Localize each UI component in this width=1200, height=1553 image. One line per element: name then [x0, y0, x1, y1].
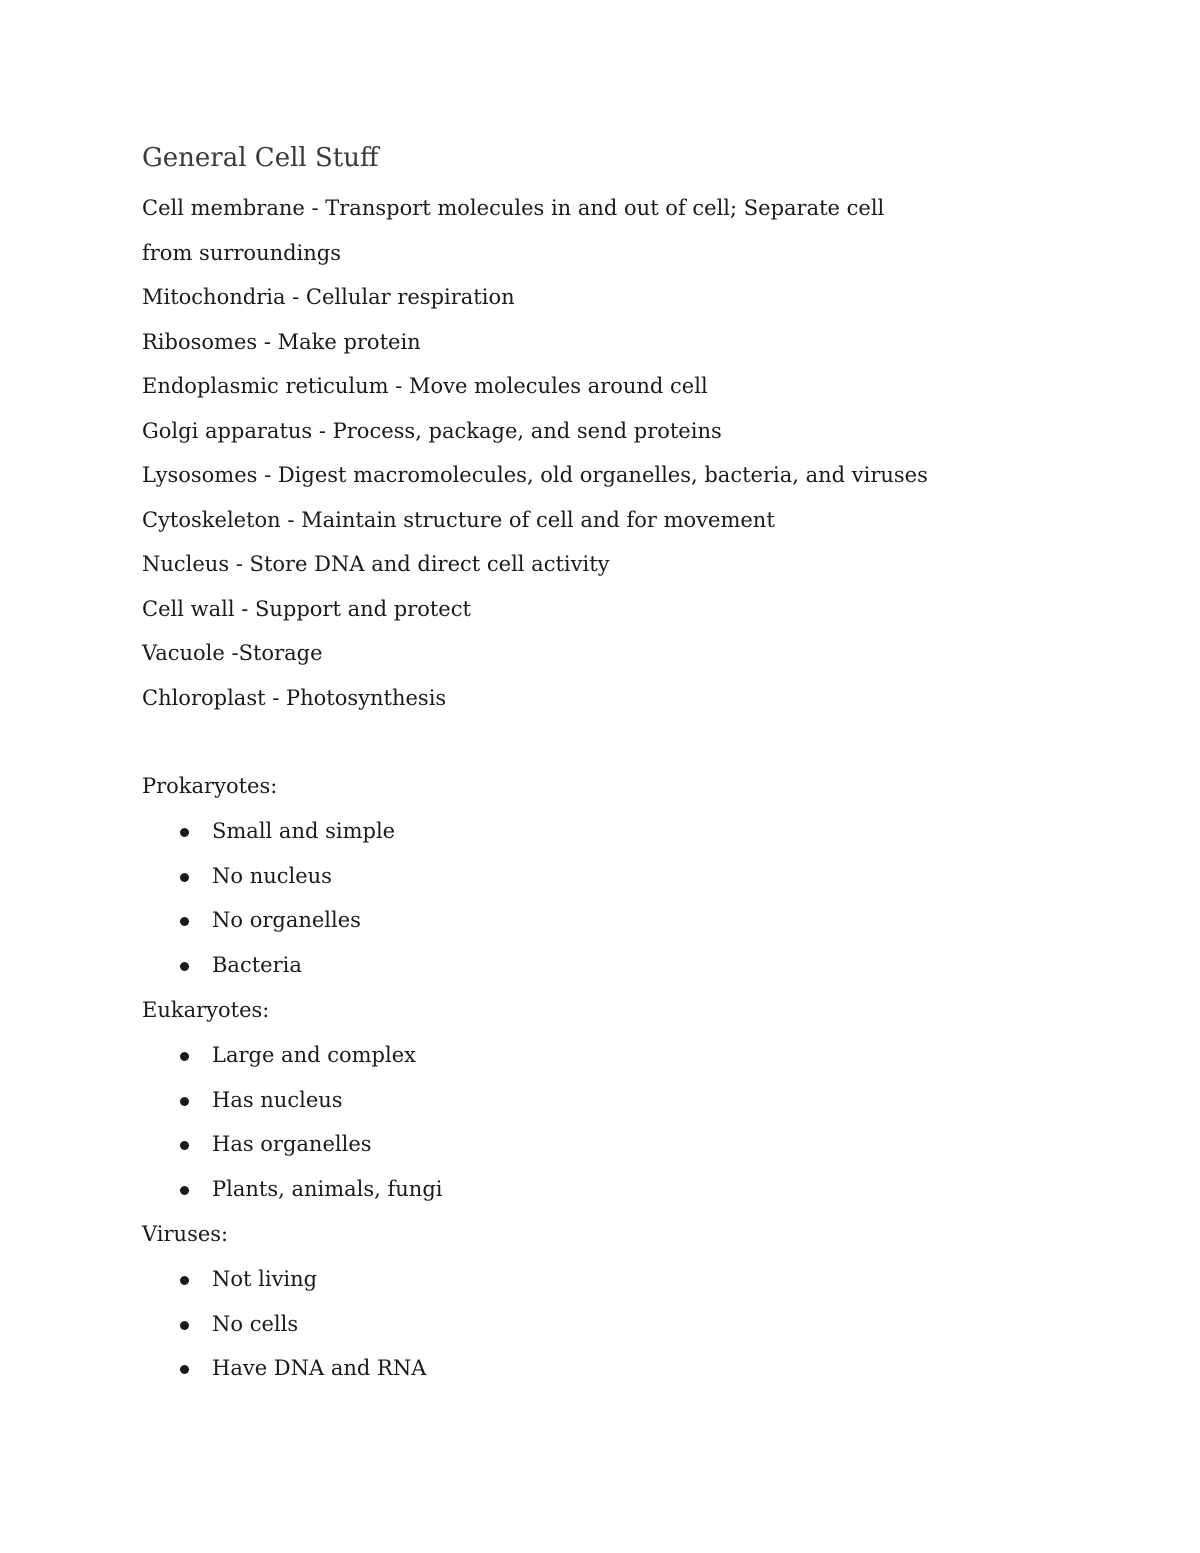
bullet-icon: [180, 962, 189, 971]
organelle-line-nucleus: Nucleus - Store DNA and direct cell activity: [142, 552, 610, 576]
bullet-icon: [180, 1365, 189, 1374]
bullet-icon: [180, 1276, 189, 1285]
organelle-line-mitochondria: Mitochondria - Cellular respiration: [142, 285, 515, 309]
bullet-icon: [180, 1052, 189, 1061]
list-item-text: No organelles: [212, 908, 361, 933]
list-item: [142, 1257, 942, 1302]
prokaryotes-list: [142, 809, 942, 988]
bullet-icon: [180, 873, 189, 882]
list-item: [142, 854, 942, 899]
list-item-text: Large and complex: [212, 1042, 416, 1067]
eukaryotes-list: [142, 1033, 942, 1212]
organelle-line-cell-wall: Cell wall - Support and protect: [142, 596, 471, 621]
organelle-line-ribosomes: Ribosomes - Make protein: [142, 329, 421, 354]
organelle-line-golgi-apparatus: Golgi apparatus - Process, package, and send proteins: [142, 418, 722, 443]
list-item-text: Has organelles: [212, 1132, 372, 1157]
list-item: [142, 1167, 942, 1212]
organelle-line-lysosomes: Lysosomes - Digest macromolecules, old organelles, bacteria, and viruses: [142, 463, 928, 487]
organelle-line-endoplasmic-reticulum: Endoplasmic reticulum - Move molecules around cell: [142, 374, 708, 398]
bullet-icon: [180, 1097, 189, 1106]
bullet-icon: [180, 828, 189, 837]
list-item: [142, 943, 942, 988]
bullet-icon: [180, 1141, 189, 1150]
list-item-text: Have DNA and RNA: [212, 1356, 427, 1381]
list-item: [142, 1302, 942, 1347]
bullet-icon: [180, 917, 189, 926]
organelle-line-vacuole: Vacuole -Storage: [142, 641, 323, 665]
bullet-icon: [180, 1186, 189, 1195]
list-item-text: Plants, animals, fungi: [212, 1177, 443, 1202]
list-item: [142, 809, 942, 854]
list-item: [142, 1078, 942, 1123]
section-label-eukaryotes: Eukaryotes:: [142, 997, 270, 1022]
viruses-list: [142, 1257, 942, 1391]
list-item-text: No nucleus: [212, 863, 332, 888]
section-label-viruses: Viruses:: [142, 1221, 229, 1246]
organelle-line-chloroplast: Chloroplast - Photosynthesis: [142, 685, 447, 710]
organelle-line-cell-membrane: Cell membrane - Transport molecules in and out of cell; Separate cell from surroundings: [142, 196, 885, 265]
document-page: [142, 138, 942, 1391]
list-item-text: Has nucleus: [212, 1087, 343, 1112]
list-item: [142, 898, 942, 943]
list-item: [142, 1346, 942, 1391]
list-item-text: Not living: [212, 1266, 318, 1291]
list-item-text: Bacteria: [212, 953, 302, 978]
bullet-icon: [180, 1321, 189, 1330]
list-item-text: No cells: [212, 1311, 299, 1336]
section-label-prokaryotes: Prokaryotes:: [142, 774, 278, 798]
list-item: [142, 1122, 942, 1167]
list-item-text: Small and simple: [212, 818, 396, 843]
blank-line: [142, 720, 942, 764]
organelle-line-cytoskeleton: Cytoskeleton - Maintain structure of cell and for movement: [142, 507, 775, 532]
list-item: [142, 1033, 942, 1078]
document-title: General Cell Stuff: [142, 143, 379, 173]
